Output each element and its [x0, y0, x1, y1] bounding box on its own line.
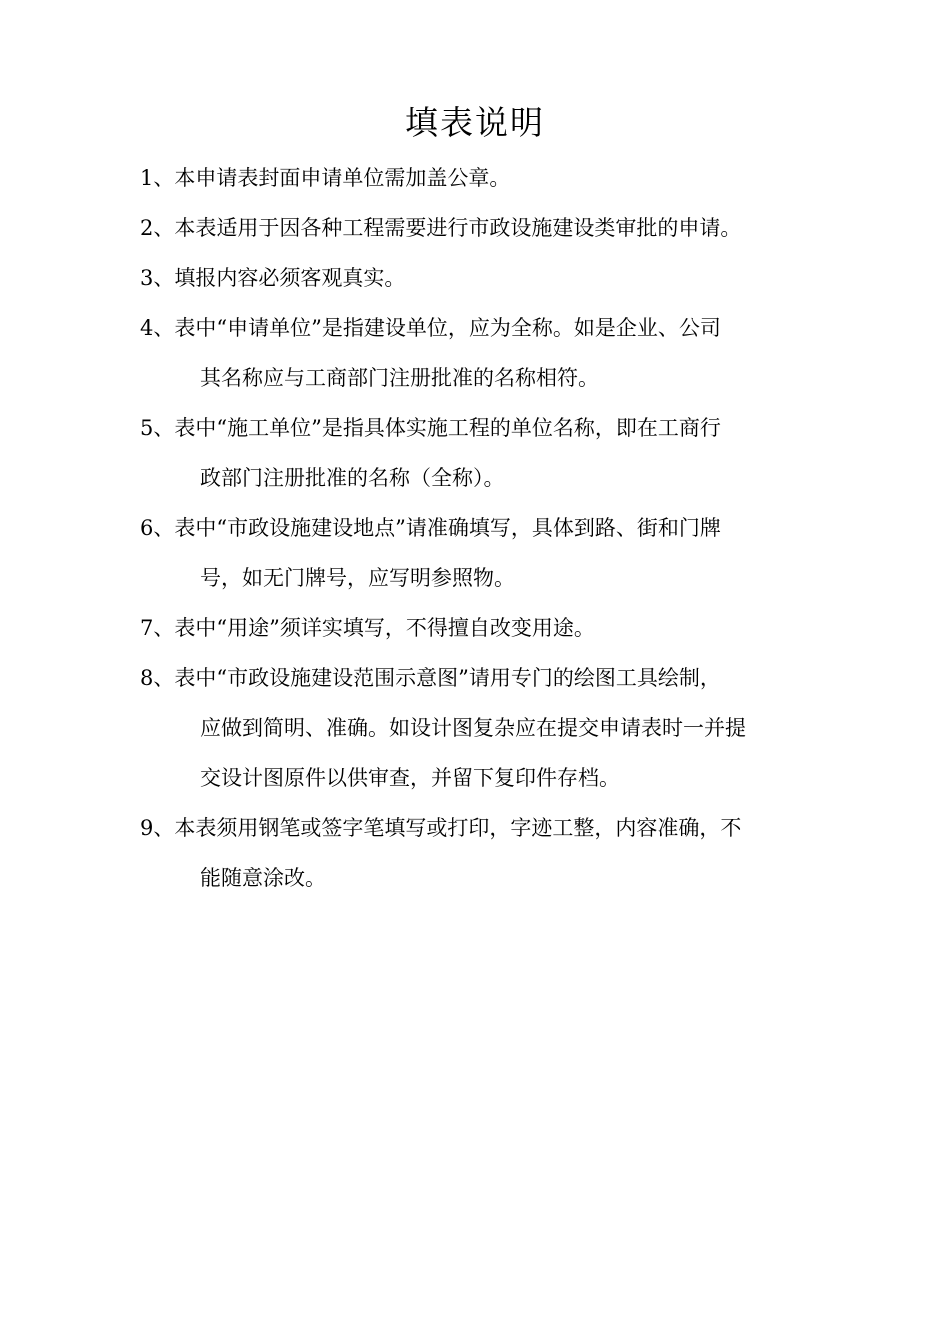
instruction-text: 6、表中“市政设施建设地点”请准确填写，具体到路、街和门牌 — [140, 516, 721, 540]
instruction-text-continued: 其名称应与工商部门注册批准的名称相符。 — [200, 366, 599, 390]
instruction-text: 9、本表须用钢笔或签字笔填写或打印，字迹工整，内容准确，不 — [140, 816, 742, 840]
page-title: 填表说明 — [405, 103, 545, 142]
instruction-item — [140, 203, 820, 253]
instruction-text: 4、表中“申请单位”是指建设单位，应为全称。如是企业、公司 — [140, 316, 721, 340]
instruction-text: 2、本表适用于因各种工程需要进行市政设施建设类审批的申请。 — [140, 216, 742, 240]
instruction-list — [140, 153, 820, 903]
instruction-text-continued: 交设计图原件以供审查，并留下复印件存档。 — [200, 766, 620, 790]
instruction-item — [140, 803, 820, 903]
instruction-text-continued: 应做到简明、准确。如设计图复杂应在提交申请表时一并提 — [200, 716, 746, 740]
instruction-text-continued: 政部门注册批准的名称（全称）。 — [200, 466, 505, 490]
instruction-item — [140, 603, 820, 653]
instruction-text: 5、表中“施工单位”是指具体实施工程的单位名称，即在工商行 — [140, 416, 721, 440]
instruction-item — [140, 153, 820, 203]
instruction-item — [140, 253, 820, 303]
instruction-text: 7、表中“用途”须详实填写，不得擅自改变用途。 — [140, 616, 595, 640]
instruction-text: 3、填报内容必须客观真实。 — [140, 266, 406, 290]
instruction-item — [140, 303, 820, 403]
instruction-item — [140, 653, 820, 803]
instruction-text: 1、本申请表封面申请单位需加盖公章。 — [140, 166, 511, 190]
instruction-text-continued: 能随意涂改。 — [200, 866, 326, 890]
instruction-text: 8、表中“市政设施建设范围示意图”请用专门的绘图工具绘制， — [140, 666, 721, 690]
instruction-item — [140, 403, 820, 503]
instruction-item — [140, 503, 820, 603]
instruction-text-continued: 号，如无门牌号，应写明参照物。 — [200, 566, 515, 590]
